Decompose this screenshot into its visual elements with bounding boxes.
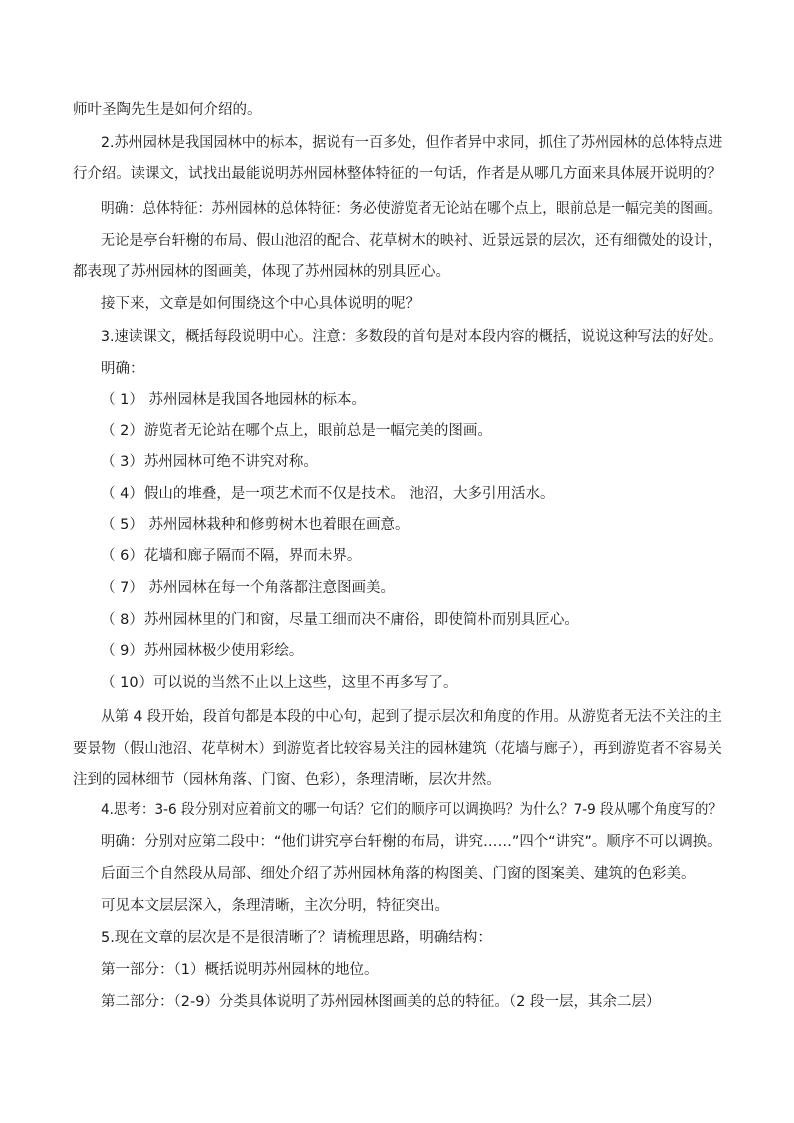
text-line: 接下来，文章是如何围绕这个中心具体说明的呢？ [101, 296, 420, 312]
list-item: （ 5） 苏州园林栽种和修剪树木也着眼在画意。 [101, 517, 410, 533]
text-line: 都表现了苏州园林的图画美，体现了苏州园林的别具匠心。 [73, 264, 450, 280]
text-line: 3.速读课文，概括每段说明中心。注意：多数段的首句是对本段内容的概括，说说这种写法的好处。 [101, 329, 723, 345]
list-item: （ 7） 苏州园林在每一个角落都注意图画美。 [101, 580, 395, 596]
list-item: （ 6）花墙和廊子隔而不隔，界而未界。 [101, 548, 362, 564]
text-line: 2.苏州园林是我国园林中的标本，据说有一百多处，但作者异中求同，抓住了苏州园林的总体特点进 [101, 135, 723, 151]
text-line: 行介绍。读课文，试找出最能说明苏州园林整体特征的一句话，作者是从哪几方面来具体展开说明的？ [73, 166, 722, 182]
list-item: （ 1） 苏州园林是我国各地园林的标本。 [101, 392, 366, 408]
text-line: 从第 4 段开始，段首句都是本段的中心句，起到了提示层次和角度的作用。从游览者无法不关注的主 [101, 709, 722, 725]
text-line: 明确：分别对应第二段中：“他们讲究亭台轩榭的布局，讲究……”四个“讲究”。顺序不可以调换。 [101, 834, 722, 850]
list-item: （ 2）游览者无论站在哪个点上，眼前总是一幅完美的图画。 [101, 423, 492, 439]
list-item: （ 9）苏州园林极少使用彩绘。 [101, 643, 304, 659]
text-line: 后面三个自然段从局部、细处介绍了苏州园林角落的构图美、门窗的图案美、建筑的色彩美。 [101, 866, 696, 882]
list-item: （ 10）可以说的当然不止以上这些，这里不再多写了。 [101, 675, 458, 691]
text-line: 5.现在文章的层次是不是很清晰了？请梳理思路，明确结构： [101, 930, 492, 946]
list-item: （ 8）苏州园林里的门和窗，尽量工细而决不庸俗，即使简朴而别具匠心。 [101, 612, 579, 628]
text-line: 可见本文层层深入，条理清晰，主次分明，特征突出。 [101, 898, 449, 914]
text-line: 第一部分：（1）概括说明苏州园林的地位。 [101, 962, 379, 978]
text-line: 第二部分：（2-9）分类具体说明了苏州园林图画美的总的特征。（2 段一层，其余二层） [101, 994, 661, 1010]
text-line: 师叶圣陶先生是如何介绍的。 [73, 102, 262, 118]
text-line: 明确：总体特征：苏州园林的总体特征：务必使游览者无论站在哪个点上，眼前总是一幅完美的图画。 [101, 201, 722, 217]
text-line: 明确： [101, 361, 145, 377]
list-item: （ 3）苏州园林可绝不讲究对称。 [101, 454, 318, 470]
text-line: 注到的园林细节（园林角落、门窗、色彩），条理清晰，层次井然。 [73, 772, 501, 788]
text-line: 无论是亭台轩榭的布局、假山池沼的配合、花草树木的映衬、近景远景的层次，还有细微处的设计， [101, 233, 723, 249]
list-item: （ 4）假山的堆叠，是一项艺术而不仅是技术。 池沼，大多引用活水。 [101, 486, 555, 502]
text-line: 要景物（假山池沼、花草树木）到游览者比较容易关注的园林建筑（花墙与廊子），再到游览者不容易关 [73, 741, 722, 757]
text-line: 4.思考：3-6 段分别对应着前文的哪一句话？它们的顺序可以调换吗？为什么？7-9 段从哪个角度写的？ [101, 802, 722, 818]
